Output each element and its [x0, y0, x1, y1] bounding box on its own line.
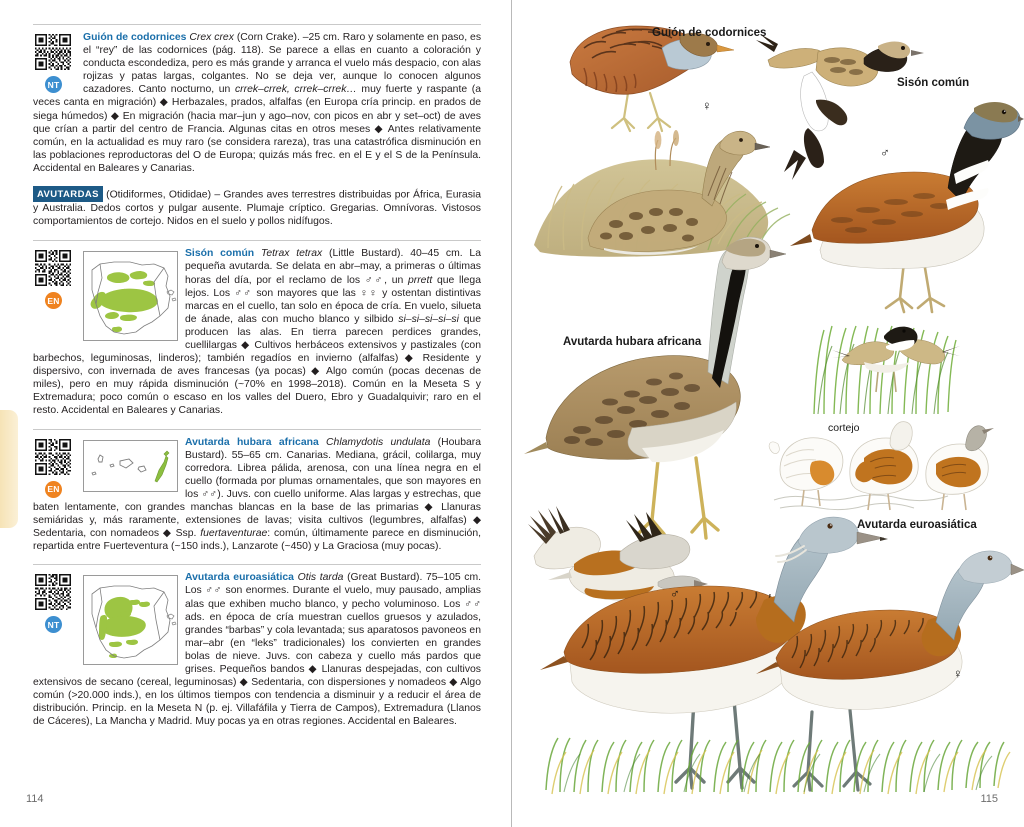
sex-symbol-female-great-bustard: ♀ [953, 666, 963, 681]
species-name-en: (Great Bustard) [347, 572, 420, 584]
entry-body-1: . 40–45 cm. La pequeña avutarda. Se delata en abr–may, a primeras o últimas horas del día, por el reclamo de los ♂♂, un [185, 248, 481, 286]
entry-body-3: que producen las alas. En tierra parecen perdices grandes, cuellilargas ◆ Cultivos herbáceos extensivos y pastizales (con barbechos, leguminosas, linderos); también regadíos en invierno (alfalfas) ◆ Residente y dispersivo, con invernada de aves francesas (ya pocas) ◆ Algo común (pocas decenas de miles), pero en muy rápida disminución (~70% en 1998–2018). Común en la Meseta S y Extremadura; poco común o escaso en los valles del Duero, Ebro y Guadalquivir; raro en el resto. Accidental en Baleares y Canarias. [33, 313, 481, 417]
status-badge-en: EN [45, 481, 62, 498]
species-entry-great-bustard [33, 564, 481, 728]
entry-body-2: : común, últimamente parece en disminución, repartida entre Fuerteventura (~150 inds.), Lanzarote (~450) y La Graciosa (muy pocas). [33, 528, 482, 553]
sex-symbol-male-little-bustard: ♂ [880, 145, 890, 160]
family-section-avutardas [33, 186, 481, 228]
species-name-sci: Crex crex [189, 32, 234, 43]
plate-label-little-bustard: Sisón común [897, 77, 970, 89]
illustration-great-bustard-display-sequence [769, 422, 994, 510]
species-name-en: (Houbara Bustard) [185, 436, 481, 461]
illustration-little-bustard-flight [756, 34, 924, 180]
species-name-sci: Chlamydotis undulata [326, 436, 431, 448]
species-name-en: (Corn Crake) [236, 32, 297, 43]
distribution-map-canary [83, 440, 178, 492]
plate-label-cortejo: cortejo [828, 422, 860, 434]
species-name-sci: Tetrax tetrax [260, 248, 323, 260]
entry-body-1: . 75–105 cm. Los ♂♂ son enormes. Durante el vuelo, muy pausado, amplias alas que exhiben mucho blanco, y pecho voluminoso. Los ♂♂ ads. en época de cría muestran cuellos gruesos y azulados, grandes “barbas” y cola levantada; sus aparatosos pavoneos en mar–abr (en “leks” tradicionales) los convierten en grandes bolas de nieve. Juvs. con cabeza y cuello más pardos que grises. Pequeños bandos ◆ Llanuras despejadas, con cultivos extensivos de secano (cereal, leguminosas) ◆ Sedentaria, con dispersiones y nomadeos ◆ Algo común (>20.000 inds.), en los últimos tiempos con tendencia a disminuir y a reducir el área de distribución. Princip. en la Meseta N (p. ej. Villafáfila y Tierra de Campos), Extremadura (Llanos de Cáceres), La Mancha y Madrid. Muy pocas ya en otras regiones. Accidental en Baleares. [33, 572, 482, 728]
plate-label-houbara-bustard: Avutarda hubara africana [563, 336, 702, 348]
illustration-little-bustard-display [812, 318, 960, 414]
entry-gutter [33, 436, 77, 498]
family-tag: AVUTARDAS [33, 186, 103, 202]
species-name-es: Avutarda euroasiática [185, 572, 294, 584]
entry-divider [33, 24, 481, 25]
entry-gutter [33, 247, 77, 309]
qr-code-icon[interactable] [35, 250, 71, 286]
entry-divider [33, 429, 481, 430]
entry-body-2: que llega lejos. Los ♂♂ son mayores que las ♀♀ y ostentan distintivas marcas en el cuello, tan solo en época de cría. En vuelo, silueta de ánade, alas con mucho blanco y silbido [185, 274, 481, 325]
family-description: (Otidiformes, Otididae) – Grandes aves terrestres distribuidas por África, Eurasia y Australia. Dedos cortos y pulgar ausente. Plumaje críptico. Gregarias. Omnívoras. Vistosos comportamientos de cortejo. Nidos en el suelo y pollos nidífugos. [33, 189, 481, 228]
entry-italic-1: crrek–crrek, crrek–crrek… [234, 84, 357, 96]
illustration-great-bustard-flight [528, 506, 708, 600]
entry-gutter [33, 31, 77, 93]
distribution-map-iberia [83, 251, 178, 341]
plate-artwork [512, 0, 1024, 827]
distribution-map-iberia-great-bustard [83, 575, 178, 665]
entry-italic-2: si–si–si–si–si [398, 313, 459, 325]
entry-divider [33, 240, 481, 241]
plate-label-corn-crake: Guión de codornices [652, 27, 767, 39]
illustration-corn-crake [570, 26, 734, 131]
entry-italic-1: prrett [407, 274, 433, 286]
species-name-sci: Otis tarda [297, 572, 344, 584]
illustration-houbara-bustard [524, 237, 786, 540]
species-entry-little-bustard [33, 240, 481, 417]
species-name-es: Guión de codornices [83, 32, 187, 43]
plate-label-great-bustard: Avutarda euroasiática [857, 519, 977, 531]
illustration-ground-grass [546, 738, 1010, 794]
page-number-right: 115 [980, 793, 998, 805]
page-number-left: 114 [26, 793, 44, 805]
thumb-index-tab [0, 410, 18, 528]
species-entry-houbara-bustard [33, 429, 481, 554]
species-name-es: Sisón común [185, 248, 255, 260]
species-entry-corncrake [33, 24, 481, 175]
entry-body-1: . 55–65 cm. Canarias. Mediana, grácil, colilarga, muy corredora. Librea pálida, arenosa, con una línea negra en el cuello (formada por plumas ornamentales, que son mayores en los ♂♂). Juvs. con cuello uniforme. Alas largas y estrechas, que baten lentamente, con grandes manchas blancas en la base de las primarias ◆ Llanuras semiáridas y, más raramente, extensiones de lavas; visita cultivos (legumbres, alfalfas) ◆ Sedentaria, con nomadeos ◆ Ssp. [33, 449, 481, 540]
species-name-es: Avutarda hubara africana [185, 436, 319, 448]
right-page-plate [512, 0, 1024, 827]
species-name-en: (Little Bustard) [329, 248, 401, 260]
illustration-little-bustard-male [790, 102, 1024, 312]
qr-code-icon[interactable] [35, 34, 71, 70]
entry-description [33, 31, 481, 175]
entry-divider [33, 564, 481, 565]
entry-body-1: . –25 cm. Raro y solamente en paso, es el “rey” de las codornices (pág. 118). Se parece a ellas en cuanto a coloración y conducta escondediza, pero es más grande y arranca el vuelo más despacio, con alas rojizas y patas largas, colgantes. No se deja ver, aunque lo conocen algunos cazadores. Canto nocturno, un [83, 32, 482, 96]
sex-symbol-male-great-bustard: ♂ [670, 586, 680, 601]
entry-body-2: muy fuerte y raspante (a veces canta en migración) ◆ Herbazales, prados, alfalfas (en Europa cría princip. en prados de siega húmedos) ◆ En migración (hacia mar–jun y ago–nov, con picos en abr y set–oct) de aves que crían a partir del centro de Francia. Algunas citas en otros meses ◆ Antes relativamente común, en la actualidad es muy raro (se considera rareza), tras una catastrófica disminución en las poblaciones reproductoras del O de Europa; quizás más frec. en el E y el S de la Península. Accidental en Baleares y Canarias. [33, 84, 481, 174]
illustration-plate [512, 0, 1024, 827]
qr-code-icon[interactable] [35, 439, 71, 475]
status-badge-nt: NT [45, 76, 62, 93]
qr-code-icon[interactable] [35, 574, 71, 610]
species-text-column [33, 24, 481, 740]
sex-symbol-female-little-bustard: ♀ [702, 98, 712, 113]
status-badge-en: EN [45, 292, 62, 309]
entry-gutter [33, 571, 77, 633]
status-badge-nt: NT [45, 616, 62, 633]
entry-italic-1: fuertaventurae [200, 528, 268, 540]
